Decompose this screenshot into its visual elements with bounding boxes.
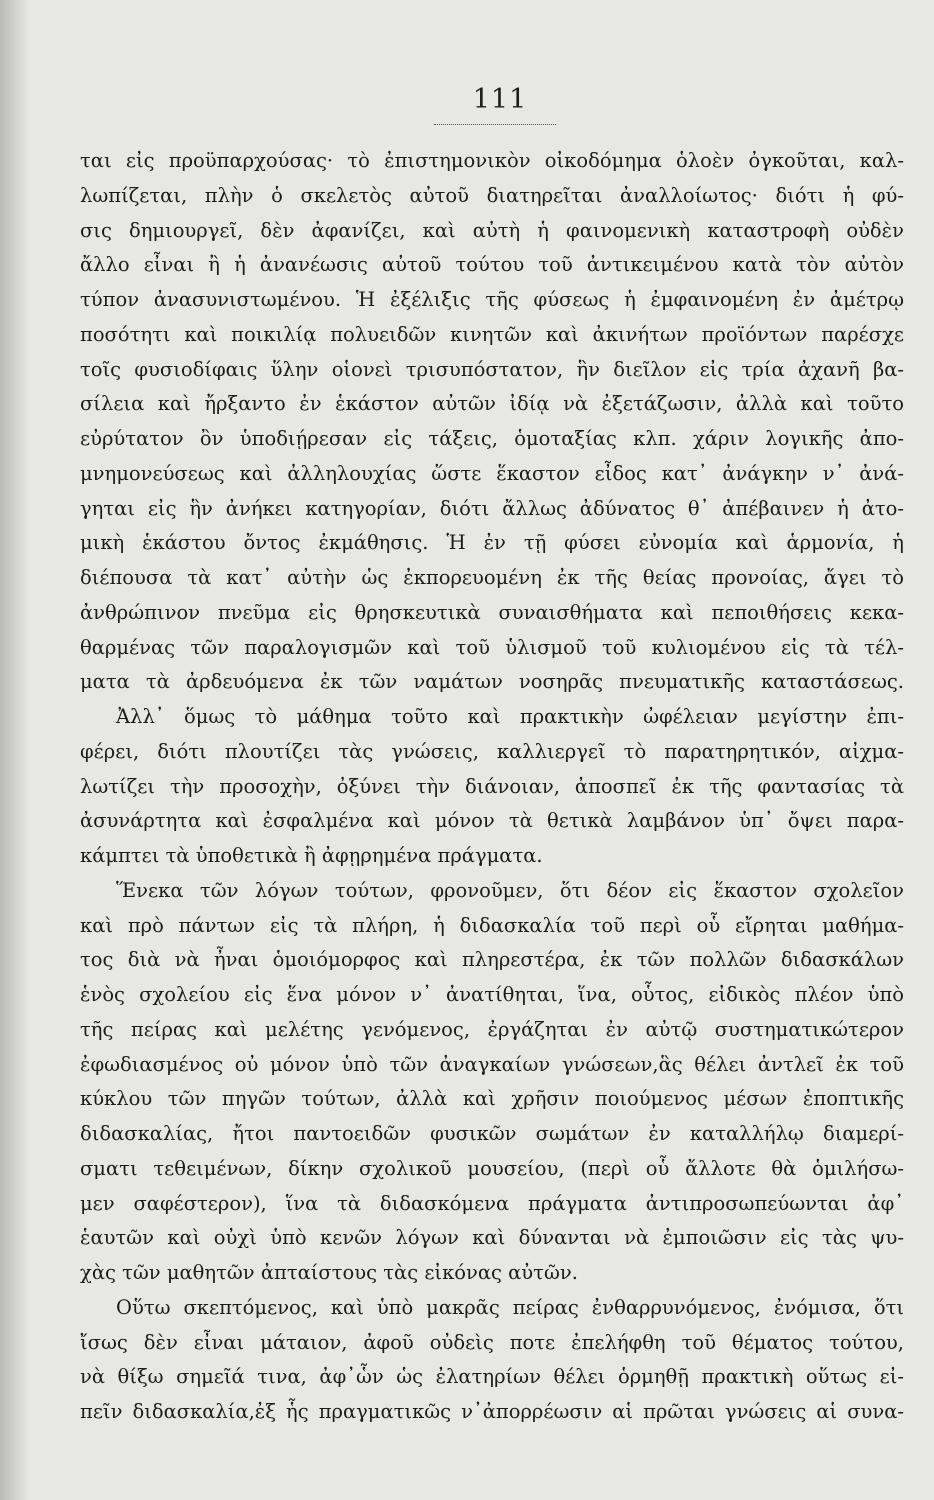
text-line: ἀσυνάρτητα καὶ ἐσφαλμένα καὶ μόνον τὰ θετικὰ λαμβάνον ὑπ᾽ ὄψει παρα- — [80, 809, 904, 833]
text-line: Οὕτω σκεπτόμενος, καὶ ὑπὸ μακρᾶς πείρας ἐνθαρρυνόμενος, ἐνόμισα, ὅτι — [116, 1295, 904, 1319]
text-line: ποσότητι καὶ ποικιλίᾳ πολυειδῶν κινητῶν καὶ ἀκινήτων προϊόντων παρέσχε — [80, 322, 904, 346]
text-line: καὶ πρὸ πάντων εἰς τὰ πλήρη, ἡ διδασκαλία τοῦ περὶ οὗ εἴρηται μαθήμα- — [80, 913, 904, 937]
text-line: τῆς πείρας καὶ μελέτης γενόμενος, ἐργάζηται ἐν αὐτῷ συστηματικώτερον — [80, 1017, 904, 1041]
text-line: μικὴ ἑκάστου ὄντος ἐκμάθησις. Ἡ ἐν τῇ φύσει εὐνομία καὶ ἁρμονία, ἡ — [80, 531, 904, 555]
text-line: χὰς τῶν μαθητῶν ἀπταίστους τὰς εἰκόνας αὐτῶν. — [80, 1261, 578, 1284]
text-line: ἐφωδιασμένος οὐ μόνον ὑπὸ τῶν ἀναγκαίων γνώσεων,ἃς θέλει ἀντλεῖ ἐκ τοῦ — [80, 1052, 904, 1076]
text-line: κύκλου τῶν πηγῶν τούτων, ἀλλὰ καὶ χρῆσιν ποιούμενος μέσων ἐποπτικῆς — [80, 1087, 904, 1111]
text-line: τος διὰ νὰ ἦναι ὁμοιόμορφος καὶ πληρεστέρα, ἐκ τῶν πολλῶν διδασκάλων — [80, 948, 904, 972]
text-line: σις δημιουργεῖ, δὲν ἀφανίζει, καὶ αὐτὴ ἡ φαινομενικὴ καταστροφὴ οὐδὲν — [80, 218, 904, 242]
text-line: ται εἰς προϋπαρχούσας· τὸ ἐπιστημονικὸν οἰκοδόμημα ὁλοὲν ὀγκοῦται, καλ- — [80, 149, 904, 172]
text-line: ἀνθρώπινον πνεῦμα εἰς θρησκευτικὰ συναισθήματα καὶ πεποιθήσεις κεκα- — [80, 600, 904, 624]
text-line: διδασκαλίας, ἤτοι παντοειδῶν φυσικῶν σωμάτων ἐν καταλλήλῳ διαμερί- — [80, 1122, 904, 1145]
text-line: θαρμένας τῶν παραλογισμῶν καὶ τοῦ ὑλισμοῦ τοῦ κυλιομένου εἰς τὰ τέλ- — [80, 635, 904, 659]
text-line: μεν σαφέστερον), ἵνα τὰ διδασκόμενα πράγματα ἀντιπροσωπεύωνται ἀφ᾽ — [80, 1191, 904, 1215]
text-line: ἴσως δὲν εἶναι μάταιον, ἀφοῦ οὐδεὶς ποτε ἐπελήφθη τοῦ θέματος τούτου, — [80, 1330, 904, 1354]
page-number-rule — [434, 124, 556, 125]
text-line: ματα τὰ ἀρδευόμενα ἐκ τῶν ναμάτων νοσηρᾶς πνευματικῆς καταστάσεως. — [80, 670, 904, 694]
text-line: τοῖς φυσιοδίφαις ὕλην οἱονεὶ τρισυπόστατον, ἣν διεῖλον εἰς τρία ἀχανῆ βα- — [80, 357, 904, 381]
text-line: νὰ θίξω σημεῖά τινα, ἀφ᾽ὧν ὡς ἐλατηρίων θέλει ὁρμηθῇ πρακτικὴ οὕτως εἰ- — [80, 1365, 904, 1389]
page-number: 111 — [472, 84, 528, 115]
text-line: πεῖν διδασκαλία,ἐξ ἧς πραγματικῶς ν᾽ἀπορρέωσιν αἱ πρῶται γνώσεις αἱ συνα- — [80, 1400, 904, 1423]
text-line: ἑαυτῶν καὶ οὐχὶ ὑπὸ κενῶν λόγων καὶ δύνανται νὰ ἐμποιῶσιν εἰς τὰς ψυ- — [80, 1226, 904, 1250]
text-line: κάμπτει τὰ ὑποθετικὰ ἢ ἀφῃρημένα πράγματα. — [80, 844, 543, 867]
body-text — [80, 144, 904, 1430]
text-line: σίλεια καὶ ἤρξαντο ἐν ἑκάστον αὐτῶν ἰδίᾳ νὰ ἐξετάζωσιν, ἀλλὰ καὶ τοῦτο — [80, 392, 904, 416]
text-line: λωτίζει τὴν προσοχὴν, ὀξύνει τὴν διάνοιαν, ἀποσπεῖ ἐκ τῆς φαντασίας τὰ — [80, 774, 904, 798]
page-edge-shadow — [0, 0, 30, 1500]
text-line: τύπον ἀνασυνιστωμένου. Ἡ ἐξέλιξις τῆς φύσεως ἡ ἐμφαινομένη ἐν ἀμέτρῳ — [80, 288, 904, 311]
text-line: γηται εἰς ἣν ἀνήκει κατηγορίαν, διότι ἄλλως ἀδύνατος θ᾽ ἀπέβαινεν ἡ ἀτο- — [80, 496, 904, 520]
text-line: εὐρύτατον ὂν ὑποδιῄρεσαν εἰς τάξεις, ὁμοταξίας κλπ. χάριν λογικῆς ἀπο- — [80, 427, 904, 450]
text-line: διέπουσα τὰ κατ᾽ αὐτὴν ὡς ἐκπορευομένη ἐκ τῆς θείας προνοίας, ἄγει τὸ — [80, 566, 904, 589]
text-line: σματι τεθειμένων, δίκην σχολικοῦ μουσείου, (περὶ οὗ ἄλλοτε θὰ ὁμιλήσω- — [80, 1156, 904, 1180]
text-line: λωπίζεται, πλὴν ὁ σκελετὸς αὐτοῦ διατηρεῖται ἀναλλοίωτος· διότι ἡ φύ- — [80, 183, 904, 207]
text-line: μνημονεύσεως καὶ ἀλληλουχίας ὥστε ἕκαστον εἶδος κατ᾽ ἀνάγκην ν᾽ ἀνά- — [80, 461, 904, 485]
text-line: ἄλλο εἶναι ἢ ἡ ἀνανέωσις αὐτοῦ τούτου τοῦ ἀντικειμένου κατὰ τὸν αὐτὸν — [80, 253, 904, 277]
text-line: φέρει, διότι πλουτίζει τὰς γνώσεις, καλλιεργεῖ τὸ παρατηρητικόν, αἰχμα- — [80, 739, 904, 763]
text-line: ἑνὸς σχολείου εἰς ἕνα μόνον ν᾽ ἀνατίθηται, ἵνα, οὗτος, εἰδικὸς πλέον ὑπὸ — [80, 983, 904, 1006]
text-line: Ἕνεκα τῶν λόγων τούτων, φρονοῦμεν, ὅτι δέον εἰς ἕκαστον σχολεῖον — [116, 878, 904, 902]
text-line: Ἀλλ᾽ ὅμως τὸ μάθημα τοῦτο καὶ πρακτικὴν ὠφέλειαν μεγίστην ἐπι- — [116, 705, 904, 728]
